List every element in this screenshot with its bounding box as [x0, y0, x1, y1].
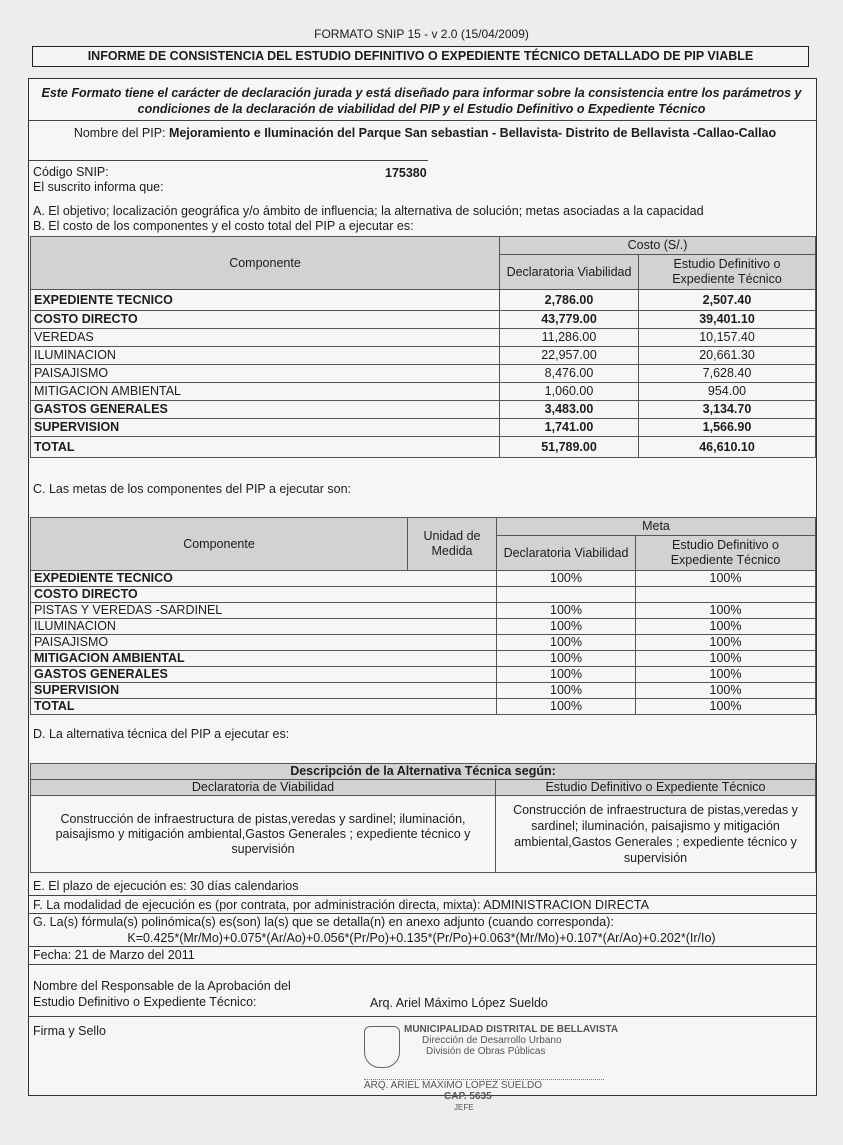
meta-row-declaratoria: 100%	[497, 667, 636, 683]
meta-col-meta: Meta	[497, 518, 816, 536]
divider	[28, 1016, 817, 1017]
cost-row-name: COSTO DIRECTO	[31, 311, 500, 329]
meta-row-declaratoria: 100%	[497, 651, 636, 667]
alt-table	[30, 763, 816, 873]
firma-label: Firma y Sello	[33, 1024, 106, 1038]
cost-row-name: GASTOS GENERALES	[31, 401, 500, 419]
meta-row	[31, 571, 816, 587]
meta-row-name: PISTAS Y VEREDAS -SARDINEL	[31, 603, 497, 619]
cost-col-estudio: Estudio Definitivo o Expediente Técnico	[639, 255, 816, 290]
cost-row-declaratoria: 43,779.00	[500, 311, 639, 329]
divider	[28, 895, 817, 896]
cost-row	[31, 290, 816, 311]
meta-row-declaratoria	[497, 587, 636, 603]
meta-row-estudio: 100%	[636, 603, 816, 619]
snip-label: Código SNIP:	[33, 165, 109, 179]
meta-row-name: SUPERVISION	[31, 683, 497, 699]
point-f: F. La modalidad de ejecución es (por contrata, por administración directa, mixta): ADMINISTRACION DIRECTA	[33, 898, 649, 912]
responsible-label-1: Nombre del Responsable de la Aprobación del	[33, 979, 291, 993]
divider	[28, 160, 428, 161]
cost-row-name: ILUMINACION	[31, 347, 500, 365]
cost-row-declaratoria: 11,286.00	[500, 329, 639, 347]
pip-name-label: Nombre del PIP:	[73, 126, 166, 140]
sig-role: JEFE	[454, 1103, 474, 1112]
point-c: C. Las metas de los componentes del PIP a ejecutar son:	[33, 482, 352, 496]
meta-row	[31, 619, 816, 635]
snip-value: 175380	[385, 166, 427, 180]
responsible-name: Arq. Ariel Máximo López Sueldo	[370, 996, 548, 1010]
alt-col-estudio: Estudio Definitivo o Expediente Técnico	[496, 780, 816, 796]
meta-col-estudio: Estudio Definitivo o Expediente Técnico	[636, 536, 816, 571]
meta-row-estudio: 100%	[636, 635, 816, 651]
cost-row-estudio: 954.00	[639, 383, 816, 401]
cost-row-declaratoria: 3,483.00	[500, 401, 639, 419]
cost-row	[31, 311, 816, 329]
meta-row-estudio: 100%	[636, 571, 816, 587]
meta-row-name: EXPEDIENTE TECNICO	[31, 571, 497, 587]
alt-header: Descripción de la Alternativa Técnica según:	[31, 764, 816, 780]
alt-col-declaratoria: Declaratoria de Viabilidad	[31, 780, 496, 796]
cost-col-declaratoria: Declaratoria Viabilidad	[500, 255, 639, 290]
point-d: D. La alternativa técnica del PIP a ejecutar es:	[33, 727, 290, 741]
cost-row-estudio: 10,157.40	[639, 329, 816, 347]
meta-row	[31, 603, 816, 619]
alt-text-declaratoria: Construcción de infraestructura de pistas,veredas y sardinel; iluminación, paisajismo y mitigación ambiental,Gastos Generales ; expediente técnico y supervisión	[31, 796, 496, 873]
cost-row-name: SUPERVISION	[31, 419, 500, 437]
meta-row-estudio: 100%	[636, 699, 816, 715]
meta-row-estudio: 100%	[636, 667, 816, 683]
cost-row-estudio: 20,661.30	[639, 347, 816, 365]
cost-row	[31, 347, 816, 365]
meta-row-estudio	[636, 587, 816, 603]
point-e: E. El plazo de ejecución es: 30 días calendarios	[33, 879, 299, 893]
intro-text: Este Formato tiene el carácter de declaración jurada y está diseñado para informar sobre la consistencia entre los parámetros y condiciones de la declaración de viabilidad del PIP y el Estudio Definitivo o Expediente Técnico	[41, 86, 802, 116]
meta-col-declaratoria: Declaratoria Viabilidad	[497, 536, 636, 571]
meta-row	[31, 683, 816, 699]
meta-row-declaratoria: 100%	[497, 571, 636, 587]
signature-line	[364, 1079, 604, 1113]
stamp-line-2: Dirección de Desarrollo Urbano	[422, 1035, 562, 1046]
informs-text: El suscrito informa que:	[33, 180, 164, 194]
sig-cap: CAP. 5635	[444, 1091, 492, 1102]
divider	[28, 946, 817, 947]
meta-col-unit: Unidad de Medida	[408, 518, 497, 571]
cost-row-declaratoria: 1,060.00	[500, 383, 639, 401]
cost-row-declaratoria: 51,789.00	[500, 437, 639, 458]
meta-row-estudio: 100%	[636, 683, 816, 699]
official-stamp	[364, 1024, 624, 1112]
cost-row	[31, 401, 816, 419]
cost-row-declaratoria: 8,476.00	[500, 365, 639, 383]
meta-row-declaratoria: 100%	[497, 603, 636, 619]
cost-row-name: MITIGACION AMBIENTAL	[31, 383, 500, 401]
sig-name: ARQ. ARIEL MAXIMO LOPEZ SUELDO	[364, 1080, 543, 1091]
meta-row-name: MITIGACION AMBIENTAL	[31, 651, 497, 667]
cost-col-component: Componente	[31, 237, 500, 290]
cost-row	[31, 437, 816, 458]
meta-row	[31, 699, 816, 715]
cost-row-declaratoria: 2,786.00	[500, 290, 639, 311]
alt-text-estudio: Construcción de infraestructura de pistas,veredas y sardinel; iluminación, paisajismo y mitigación ambiental,Gastos Generales ; expediente técnico y supervisión	[496, 796, 816, 873]
cost-row	[31, 383, 816, 401]
format-code: FORMATO SNIP 15 - v 2.0 (15/04/2009)	[314, 27, 529, 41]
cost-row-name: PAISAJISMO	[31, 365, 500, 383]
cost-row	[31, 365, 816, 383]
cost-row-name: TOTAL	[31, 437, 500, 458]
meta-col-component: Componente	[31, 518, 408, 571]
stamp-line-3: División de Obras Públicas	[426, 1046, 546, 1057]
meta-row	[31, 587, 816, 603]
meta-row-name: ILUMINACION	[31, 619, 497, 635]
cost-row-estudio: 2,507.40	[639, 290, 816, 311]
pip-name-block	[40, 126, 810, 141]
meta-row	[31, 635, 816, 651]
cost-row	[31, 329, 816, 347]
meta-row-declaratoria: 100%	[497, 699, 636, 715]
formula: K=0.425*(Mr/Mo)+0.075*(Ar/Ao)+0.056*(Pr/Po)+0.135*(Pr/Po)+0.063*(Mr/Mo)+0.107*(Ar/Ao)+0.202*(Ir/Io)	[127, 931, 716, 945]
meta-row-name: PAISAJISMO	[31, 635, 497, 651]
cost-row	[31, 419, 816, 437]
point-b: B. El costo de los componentes y el costo total del PIP a ejecutar es:	[33, 219, 414, 233]
meta-row-name: COSTO DIRECTO	[31, 587, 497, 603]
meta-row-declaratoria: 100%	[497, 619, 636, 635]
meta-row-declaratoria: 100%	[497, 635, 636, 651]
cost-row-estudio: 1,566.90	[639, 419, 816, 437]
meta-row-estudio: 100%	[636, 619, 816, 635]
stamp-line-1: MUNICIPALIDAD DISTRITAL DE BELLAVISTA	[404, 1024, 619, 1035]
meta-row-name: GASTOS GENERALES	[31, 667, 497, 683]
point-g: G. La(s) fórmula(s) polinómica(s) es(son) la(s) que se detalla(n) en anexo adjunto (cuando corresponda):	[33, 915, 614, 929]
document-title: INFORME DE CONSISTENCIA DEL ESTUDIO DEFINITIVO O EXPEDIENTE TÉCNICO DETALLADO DE PIP VIABLE	[32, 46, 809, 67]
divider	[28, 913, 817, 914]
cost-row-name: VEREDAS	[31, 329, 500, 347]
cost-row-estudio: 3,134.70	[639, 401, 816, 419]
divider	[28, 120, 817, 121]
meta-table	[30, 517, 816, 715]
cost-row-estudio: 46,610.10	[639, 437, 816, 458]
meta-row	[31, 651, 816, 667]
cost-row-declaratoria: 1,741.00	[500, 419, 639, 437]
cost-table	[30, 236, 816, 458]
cost-col-cost: Costo (S/.)	[500, 237, 816, 255]
cost-row-estudio: 39,401.10	[639, 311, 816, 329]
responsible-label-2: Estudio Definitivo o Expediente Técnico:	[33, 995, 257, 1009]
date: Fecha: 21 de Marzo del 2011	[33, 948, 195, 962]
cost-row-declaratoria: 22,957.00	[500, 347, 639, 365]
meta-row-declaratoria: 100%	[497, 683, 636, 699]
cost-row-estudio: 7,628.40	[639, 365, 816, 383]
meta-row-name: TOTAL	[31, 699, 497, 715]
point-a: A. El objetivo; localización geográfica y/o ámbito de influencia; la alternativa de solución; metas asociadas a la capacidad	[33, 204, 704, 218]
cost-row-name: EXPEDIENTE TECNICO	[31, 290, 500, 311]
meta-row	[31, 667, 816, 683]
pip-name-value: Mejoramiento e Iluminación del Parque San sebastian - Bellavista- Distrito de Bellavista -Callao-Callao	[169, 126, 777, 140]
meta-row-estudio: 100%	[636, 651, 816, 667]
divider	[28, 964, 817, 965]
